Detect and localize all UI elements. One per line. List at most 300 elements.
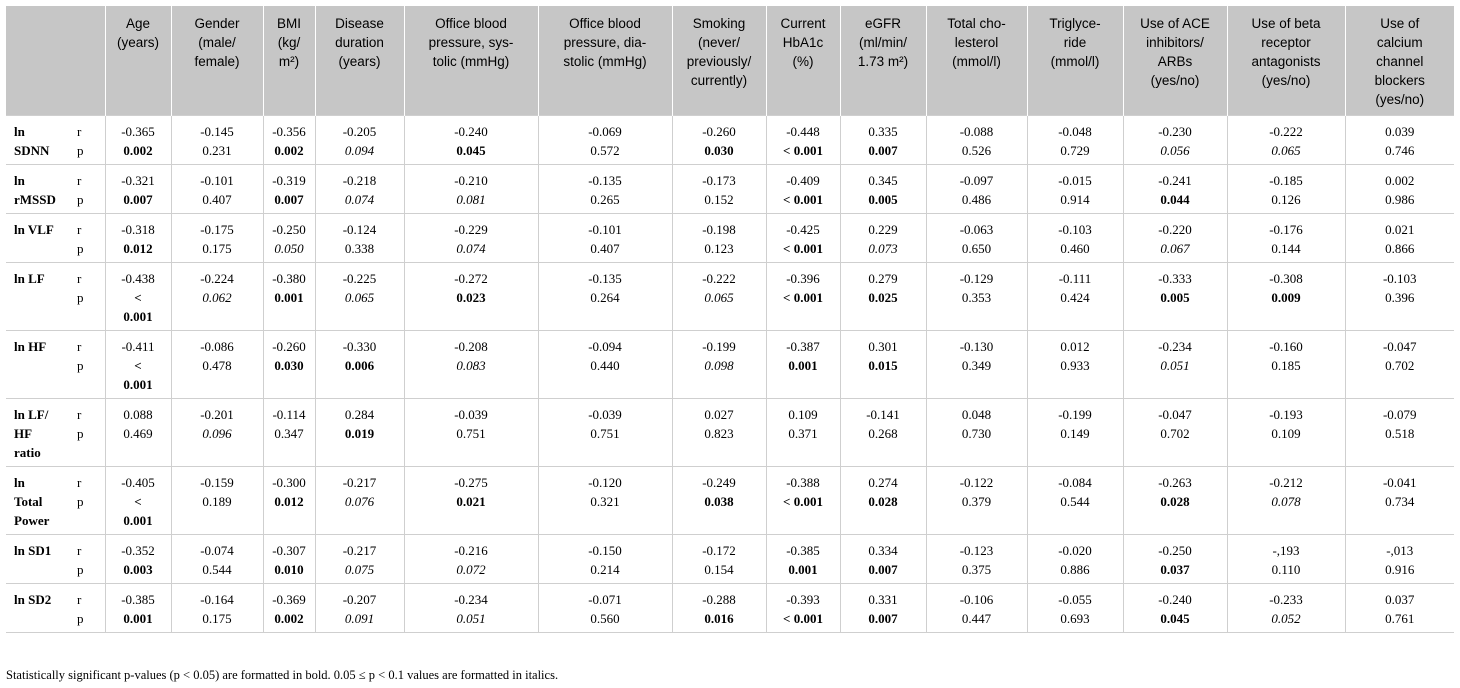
cell-line: inhibitors/ [1146, 35, 1204, 50]
cell-line: (mmol/l) [1050, 54, 1100, 69]
cell-line: 0.379 [961, 494, 992, 509]
cell-line: -0.365 [121, 124, 155, 139]
cell-line: < 0.001 [783, 611, 823, 626]
column-header [171, 6, 263, 116]
cell-line: 0.002 [123, 143, 153, 158]
value-cell [766, 467, 840, 535]
value-cell [840, 584, 926, 633]
cell-line: 0.007 [123, 192, 153, 207]
cell-line: 0.144 [1271, 241, 1301, 256]
cell-line: 0.353 [961, 290, 992, 305]
cell-line: 0.347 [274, 426, 304, 441]
value-cell [672, 535, 766, 584]
cell-line: (yes/no) [1150, 73, 1200, 88]
cell-line: 0.045 [456, 143, 486, 158]
cell-line: -0.055 [1058, 592, 1092, 607]
cell-line: 0.003 [123, 562, 153, 577]
value-cell [840, 116, 926, 165]
cell-line: 0.407 [202, 192, 232, 207]
cell-line: -0.217 [342, 475, 377, 490]
value-cell [404, 116, 538, 165]
value-cell [105, 467, 171, 535]
value-cell [404, 214, 538, 263]
cell-line: 0.229 [868, 222, 898, 237]
cell-line: 0.001 [123, 377, 153, 392]
value-cell [1027, 214, 1123, 263]
cell-line: Age [125, 16, 151, 31]
cell-line: 0.264 [590, 290, 620, 305]
cell-line: 0.045 [1160, 611, 1190, 626]
value-cell [404, 263, 538, 331]
value-cell [315, 467, 404, 535]
cell-line: -0.193 [1269, 407, 1303, 422]
column-header [1027, 6, 1123, 116]
stat-label-cell [75, 535, 105, 584]
cell-line: Use of [1380, 16, 1420, 31]
cell-line: 0.152 [704, 192, 734, 207]
value-cell [538, 165, 672, 214]
cell-line: 0.866 [1385, 241, 1415, 256]
cell-line: 0.073 [868, 241, 898, 256]
cell-line: -0.385 [121, 592, 155, 607]
cell-line: Use of ACE [1140, 16, 1210, 31]
cell-line: 0.075 [344, 562, 375, 577]
cell-line: (male/ [198, 35, 236, 50]
cell-line: 0.007 [868, 143, 898, 158]
value-cell [926, 116, 1027, 165]
column-header [1345, 6, 1454, 116]
cell-line: -0.173 [702, 173, 736, 188]
value-cell [926, 331, 1027, 399]
value-cell [766, 263, 840, 331]
table-header-row [6, 6, 1454, 116]
value-cell [263, 331, 315, 399]
cell-line: 0.331 [868, 592, 898, 607]
cell-line: -0.233 [1269, 592, 1303, 607]
cell-line: 0.030 [274, 358, 304, 373]
cell-line: -0.129 [959, 271, 994, 286]
stat-label-cell [75, 165, 105, 214]
value-cell [1345, 535, 1454, 584]
cell-line: < [134, 358, 142, 373]
cell-line: (never/ [697, 35, 741, 50]
value-cell [1123, 165, 1227, 214]
cell-line: -0.047 [1158, 407, 1192, 422]
value-cell [1027, 116, 1123, 165]
cell-line: HF [14, 426, 33, 441]
cell-line: ride [1063, 35, 1087, 50]
cell-line: 0.109 [1271, 426, 1301, 441]
value-cell [171, 214, 263, 263]
cell-line: 0.012 [123, 241, 153, 256]
value-cell [926, 263, 1027, 331]
cell-line: -0.063 [959, 222, 994, 237]
cell-line: BMI [276, 16, 301, 31]
cell-line: Total [14, 494, 43, 509]
cell-line: 0.729 [1060, 143, 1090, 158]
value-cell [315, 116, 404, 165]
cell-line: 0.231 [202, 143, 232, 158]
cell-line: 0.002 [274, 611, 304, 626]
cell-line: -0.015 [1058, 173, 1092, 188]
cell-line: 0.407 [590, 241, 620, 256]
value-cell [766, 331, 840, 399]
cell-line: 0.012 [274, 494, 304, 509]
cell-line: 0.065 [1271, 143, 1301, 158]
cell-line: -0.048 [1058, 124, 1092, 139]
cell-line: < [134, 494, 142, 509]
cell-line: r [77, 124, 82, 139]
cell-line: 0.051 [456, 611, 486, 626]
value-cell [1027, 399, 1123, 467]
cell-line: 0.486 [961, 192, 992, 207]
value-cell [1123, 467, 1227, 535]
value-cell [404, 467, 538, 535]
cell-line: -0.106 [959, 592, 994, 607]
cell-line: 0.025 [868, 290, 898, 305]
cell-line: 0.746 [1385, 143, 1415, 158]
cell-line: currently) [690, 73, 748, 88]
value-cell [840, 535, 926, 584]
cell-line: Disease [335, 16, 384, 31]
cell-line: 0.019 [344, 426, 375, 441]
cell-line: eGFR [864, 16, 901, 31]
value-cell [672, 467, 766, 535]
table-body [6, 116, 1454, 633]
cell-line: < 0.001 [783, 290, 823, 305]
cell-line: -0.207 [342, 592, 377, 607]
cell-line: -0.409 [786, 173, 820, 188]
value-cell [171, 535, 263, 584]
cell-line: Office blood [569, 16, 641, 31]
cell-line: -0.130 [959, 339, 994, 354]
cell-line: -0.318 [121, 222, 155, 237]
cell-line: -0.220 [1158, 222, 1192, 237]
cell-line: ln LF [14, 271, 45, 286]
cell-line: -0.088 [959, 124, 994, 139]
cell-line: 0.094 [344, 143, 375, 158]
cell-line: 0.001 [123, 611, 153, 626]
cell-line: 0.072 [456, 562, 486, 577]
value-cell [315, 165, 404, 214]
value-cell [1227, 165, 1345, 214]
cell-line: < 0.001 [783, 241, 823, 256]
value-cell [1345, 116, 1454, 165]
cell-line: 0.284 [344, 407, 375, 422]
cell-line: -0.263 [1158, 475, 1192, 490]
cell-line: -0.210 [454, 173, 488, 188]
cell-line: 0.478 [202, 358, 232, 373]
cell-line: -0.393 [786, 592, 820, 607]
cell-line: 0.001 [123, 513, 153, 528]
cell-line: channel [1376, 54, 1424, 69]
value-cell [263, 263, 315, 331]
cell-line: 0.650 [961, 241, 992, 256]
cell-line: -0.241 [1158, 173, 1192, 188]
value-cell [926, 584, 1027, 633]
value-cell [766, 399, 840, 467]
cell-line: 0.021 [1385, 222, 1415, 237]
value-cell [1027, 263, 1123, 331]
value-cell [672, 263, 766, 331]
cell-line: 0.027 [704, 407, 734, 422]
cell-line: < 0.001 [783, 143, 823, 158]
cell-line: p [77, 611, 84, 626]
cell-line: ln HF [14, 339, 47, 354]
table-row [6, 263, 1454, 331]
cell-line: 0.335 [868, 124, 898, 139]
value-cell [1123, 116, 1227, 165]
value-cell [538, 535, 672, 584]
cell-line: -0.039 [454, 407, 488, 422]
value-cell [315, 263, 404, 331]
cell-line: ln [14, 173, 25, 188]
value-cell [1027, 535, 1123, 584]
cell-line: ln [14, 124, 25, 139]
cell-line: -0.388 [786, 475, 820, 490]
cell-line: -0.160 [1269, 339, 1303, 354]
row-label [6, 467, 75, 535]
cell-line: -0.208 [454, 339, 488, 354]
cell-line: 0.279 [868, 271, 898, 286]
cell-line: -0.069 [588, 124, 622, 139]
cell-line: -0.369 [272, 592, 306, 607]
cell-line: 0.015 [868, 358, 898, 373]
value-cell [404, 165, 538, 214]
cell-line: p [77, 562, 84, 577]
cell-line: stolic (mmHg) [563, 54, 647, 69]
cell-line: -0.094 [588, 339, 622, 354]
cell-line: Current [780, 16, 826, 31]
cell-line: 0.005 [868, 192, 898, 207]
cell-line: blockers [1374, 73, 1425, 88]
cell-line: 0.038 [704, 494, 734, 509]
cell-line: ln VLF [14, 222, 54, 237]
cell-line: tolic (mmHg) [432, 54, 510, 69]
value-cell [1123, 214, 1227, 263]
value-cell [1227, 584, 1345, 633]
cell-line: 0.056 [1160, 143, 1190, 158]
cell-line: -0.356 [272, 124, 306, 139]
column-header [766, 6, 840, 116]
cell-line: 0.048 [961, 407, 992, 422]
value-cell [404, 584, 538, 633]
table-row [6, 535, 1454, 584]
table-row [6, 165, 1454, 214]
cell-line: 0.396 [1385, 290, 1415, 305]
cell-line: 0.469 [123, 426, 153, 441]
row-label [6, 116, 75, 165]
cell-line: 0.345 [868, 173, 898, 188]
cell-line: -0.216 [454, 543, 488, 558]
cell-line: -0.198 [702, 222, 736, 237]
value-cell [672, 331, 766, 399]
cell-line: -0.333 [1158, 271, 1192, 286]
row-label [6, 399, 75, 467]
cell-line: r [77, 543, 82, 558]
value-cell [1345, 214, 1454, 263]
value-cell [1027, 165, 1123, 214]
cell-line: 0.109 [788, 407, 818, 422]
value-cell [171, 116, 263, 165]
cell-line: < 0.001 [783, 494, 823, 509]
cell-line: 0.274 [868, 475, 898, 490]
cell-line: -0.250 [272, 222, 306, 237]
value-cell [672, 214, 766, 263]
value-cell [840, 165, 926, 214]
cell-line: -0.217 [342, 543, 377, 558]
cell-line: 0.010 [274, 562, 304, 577]
cell-line: 0.189 [202, 494, 232, 509]
value-cell [263, 535, 315, 584]
table-row [6, 214, 1454, 263]
cell-line: female) [194, 54, 240, 69]
cell-line: 0.050 [274, 241, 304, 256]
cell-line: -0.438 [121, 271, 155, 286]
column-header [263, 6, 315, 116]
cell-line: 0.265 [590, 192, 620, 207]
cell-line: 0.349 [961, 358, 992, 373]
cell-line: 0.761 [1385, 611, 1415, 626]
cell-line: -0.288 [702, 592, 736, 607]
cell-line: 0.005 [1160, 290, 1190, 305]
value-cell [538, 116, 672, 165]
cell-line: 0.338 [344, 241, 375, 256]
value-cell [538, 331, 672, 399]
value-cell [538, 214, 672, 263]
cell-line: 0.088 [123, 407, 153, 422]
value-cell [263, 165, 315, 214]
cell-line: -0.123 [959, 543, 994, 558]
value-cell [766, 535, 840, 584]
cell-line: p [77, 143, 84, 158]
cell-line: calcium [1376, 35, 1423, 50]
cell-line: -0.380 [272, 271, 306, 286]
value-cell [105, 165, 171, 214]
stat-label-cell [75, 584, 105, 633]
cell-line: 0.933 [1060, 358, 1090, 373]
cell-line: 0.702 [1385, 358, 1415, 373]
cell-line: -0.212 [1269, 475, 1303, 490]
value-cell [926, 214, 1027, 263]
cell-line: ln SD2 [14, 592, 52, 607]
cell-line: 0.044 [1160, 192, 1190, 207]
corner-header-cell [6, 6, 105, 116]
cell-line: 0.560 [590, 611, 620, 626]
value-cell [105, 214, 171, 263]
cell-line: ln [14, 475, 25, 490]
cell-line: 0.016 [704, 611, 734, 626]
cell-line: -0.222 [1269, 124, 1303, 139]
cell-line: 0.154 [704, 562, 734, 577]
cell-line: 0.065 [704, 290, 734, 305]
cell-line: 0.375 [961, 562, 992, 577]
cell-line: -0.260 [272, 339, 306, 354]
cell-line: Power [14, 513, 50, 528]
value-cell [672, 116, 766, 165]
value-cell [538, 467, 672, 535]
cell-line: 0.078 [1271, 494, 1301, 509]
cell-line: 0.001 [788, 562, 818, 577]
cell-line: 0.518 [1385, 426, 1415, 441]
cell-line: 0.081 [456, 192, 486, 207]
value-cell [1345, 165, 1454, 214]
cell-line: 0.051 [1160, 358, 1190, 373]
stat-label-cell [75, 214, 105, 263]
cell-line: r [77, 271, 82, 286]
value-cell [171, 263, 263, 331]
cell-line: 0.914 [1060, 192, 1090, 207]
value-cell [1227, 214, 1345, 263]
cell-line: 0.009 [1271, 290, 1301, 305]
cell-line: -0.141 [866, 407, 900, 422]
value-cell [171, 467, 263, 535]
cell-line: -0.308 [1269, 271, 1303, 286]
cell-line: 0.083 [456, 358, 486, 373]
cell-line: -0.352 [121, 543, 155, 558]
value-cell [263, 467, 315, 535]
cell-line: -0.300 [272, 475, 306, 490]
cell-line: -0.097 [959, 173, 994, 188]
cell-line: 0.039 [1385, 124, 1415, 139]
value-cell [171, 399, 263, 467]
value-cell [1345, 584, 1454, 633]
value-cell [766, 165, 840, 214]
value-cell [1227, 116, 1345, 165]
cell-line: -0.319 [272, 173, 306, 188]
value-cell [263, 116, 315, 165]
correlation-table [6, 6, 1454, 633]
cell-line: Total cho- [947, 16, 1006, 31]
cell-line: -0.172 [702, 543, 736, 558]
cell-line: -0.047 [1382, 339, 1417, 354]
cell-line: 0.012 [1060, 339, 1090, 354]
cell-line: -0.229 [454, 222, 488, 237]
cell-line: -0.164 [200, 592, 234, 607]
cell-line: -,193 [1272, 543, 1300, 558]
cell-line: -0.020 [1058, 543, 1092, 558]
cell-line: -0.275 [454, 475, 488, 490]
cell-line: Triglyce- [1049, 16, 1101, 31]
cell-line: p [77, 290, 84, 305]
cell-line: (yes/no) [1375, 92, 1425, 107]
cell-line: -0.103 [1382, 271, 1417, 286]
cell-line: 0.028 [1160, 494, 1190, 509]
cell-line: r [77, 222, 82, 237]
cell-line: 0.091 [344, 611, 375, 626]
cell-line: 0.001 [274, 290, 304, 305]
cell-line: -0.240 [454, 124, 488, 139]
value-cell [105, 263, 171, 331]
cell-line: rMSSD [14, 192, 56, 207]
cell-line: -0.230 [1158, 124, 1192, 139]
value-cell [1345, 467, 1454, 535]
cell-line: 0.028 [868, 494, 898, 509]
cell-line: 0.321 [590, 494, 620, 509]
cell-line: 0.002 [274, 143, 304, 158]
value-cell [538, 584, 672, 633]
cell-line: -0.120 [588, 475, 622, 490]
cell-line: (years) [116, 35, 159, 50]
cell-line: p [77, 358, 84, 373]
cell-line: -0.122 [959, 475, 994, 490]
cell-line: 0.371 [788, 426, 818, 441]
cell-line: 0.886 [1060, 562, 1090, 577]
value-cell [315, 399, 404, 467]
value-cell [404, 535, 538, 584]
cell-line: duration [335, 35, 384, 50]
value-cell [766, 214, 840, 263]
